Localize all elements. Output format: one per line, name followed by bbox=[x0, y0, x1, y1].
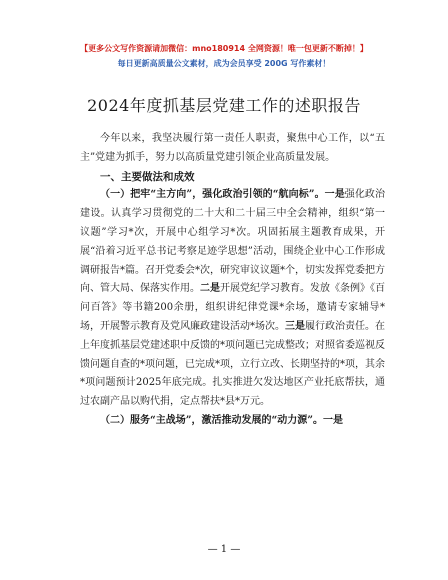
promo-banner-line-1: 【更多公文写作资源请加微信：mno180914 全网资源！唯一包更新不断掉！】 bbox=[80, 44, 368, 53]
subsection-heading-1: （一）把牢“主方向”，强化政治引领的“航向标”。 bbox=[100, 189, 325, 201]
point-lead-3: 三是 bbox=[285, 320, 305, 332]
point-text-3: 履行政治责任。在上年度抓基层党建述职中反馈的*项问题已完成整改；对照省委巡视反馈问题自查的*项问题，已完成*项，立行立改、长期坚持的*项，其余*项问题预计2025年底完成。扎实推进欠发达地区产业托底帮扶，通过农副产品以购代捐，定点帮扶*县*万元。 bbox=[80, 320, 385, 408]
intro-paragraph: 今年以来，我坚决履行第一责任人职责，聚焦中心工作，以“五主”党建为抓手，努力以高质量党建引领企业高质量发展。 bbox=[80, 133, 385, 163]
point-text-1: 强化政治建设。认真学习贯彻党的二十大和二十届三中全会精神，组织“第一议题”学习*次，开展中心组学习*次。巩固拓展主题教育成果，开展“沿着习近平总书记考察足迹学思想”活动，围绕企业中心工作形成调研报告*篇。召开党委会*次，研究审议议题*个，切实发挥党委把方向、管大局、保落实作用。 bbox=[80, 189, 386, 295]
document-title: 2024年度抓基层党建工作的述职报告 bbox=[87, 96, 361, 115]
page-number: — 1 — bbox=[207, 544, 241, 555]
document-body bbox=[80, 130, 385, 431]
point-lead-4: 一是 bbox=[323, 414, 344, 426]
point-lead-2: 二是 bbox=[200, 283, 220, 295]
subsection-paragraph-2 bbox=[80, 412, 385, 431]
subsection-paragraph-1 bbox=[80, 186, 385, 412]
point-text-2: 开展党纪学习教育。发放《条例》《百问百答》等书籍200余册，组织讲纪律党课*余场，邀请专家辅导*场，开展警示教育及党风廉政建设活动*场次。 bbox=[80, 283, 385, 332]
point-lead-1: 一是 bbox=[324, 189, 345, 201]
section-heading-1: 一、主要做法和成效 bbox=[100, 170, 195, 183]
subsection-heading-2: （二）服务“主战场”，激活推动发展的“动力源”。 bbox=[100, 414, 324, 426]
promo-banner-line-2: 每日更新高质量公文素材，成为会员享受 200G 写作素材！ bbox=[117, 59, 331, 68]
